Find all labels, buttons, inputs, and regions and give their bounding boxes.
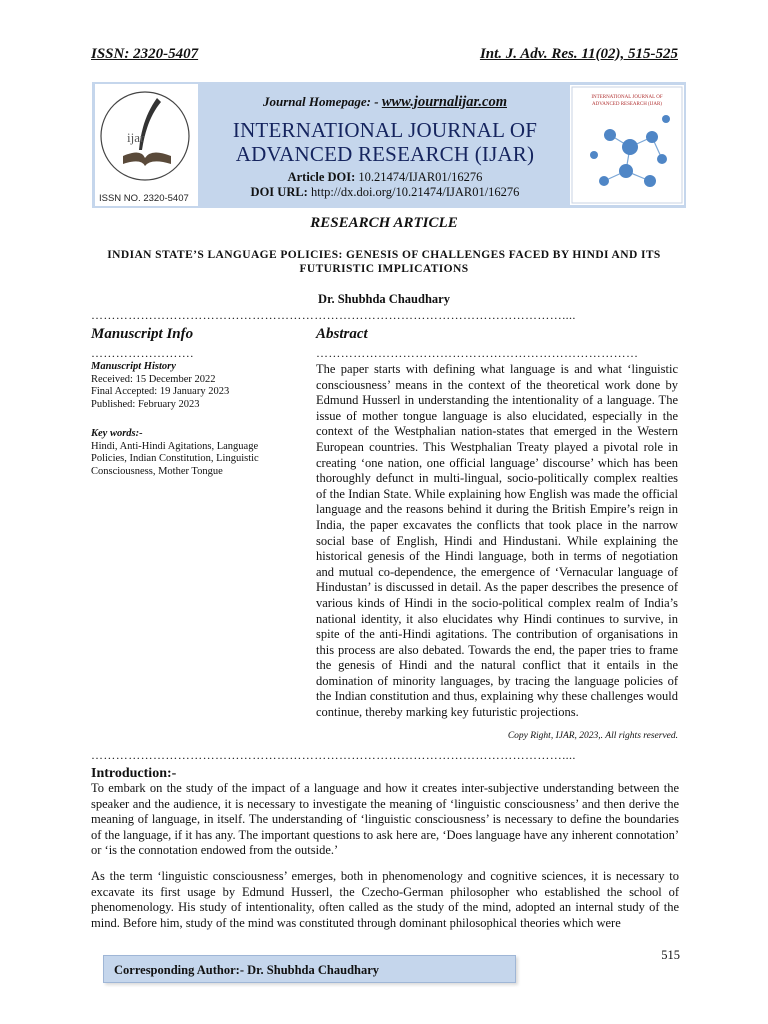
doi-label: Article DOI:: [287, 170, 356, 184]
copyright-notice: Copy Right, IJAR, 2023,. All rights reserved.: [507, 731, 678, 741]
abstract-dots: ……………………………………………………………………: [316, 347, 639, 359]
abstract-text: The paper starts with defining what language is and what ‘linguistic consciousness’ means in the context of the theoretical work done by Edmund Husserl in understanding the intentionality of a language. The issue of mother tongue language is also elucidated, especially in the context of the Westphalian nation-states that emerged in the Western European countries. This Westphalian Treaty played a pivotal role in creating ‘one nation, one official language’ discourse’ which has been thoroughly defunct in multi-lingual, socio-politically complex realties of the Indian State. While explaining how English was made the official language and the reasons behind it during the British Empire’s reign in India, the paper excavates the conflicts that took place in the narrow social base of English, Hindi and Hindustani. While explaining the historical genesis of the Hindi language, both in terms of negotiation and mutual co-dependence, the emergence of ‘Vernacular language of Hindustan’ is discussed in detail. As the paper describes the presence of various kinds of Hindi in the socio-political complex realm of India’s national identity, it also elucidates why Hindi continues to survive, in spite of the anti-Hindi agitations. The contribution of organisations in this process are also debated. Towards the end, the paper tries to frame the genesis of Hindi and the natural conflict that it entails in the domination of minority languages, by tracing the language policies of the Indian constitution and thus, explaining why these challenges would continue, thereby marking key futuristic projections.: [316, 362, 678, 720]
article-type: RESEARCH ARTICLE: [310, 215, 458, 231]
separator-dots: ……………………………………………………………………………………………………....: [91, 309, 576, 321]
history-label: Manuscript History: [91, 361, 176, 372]
issn-header: ISSN: 2320-5407: [91, 46, 199, 62]
keywords-block: [91, 428, 291, 478]
received-date: Received: 15 December 2022: [91, 373, 216, 385]
separator-dots-2: ……………………………………………………………………………………………………....: [91, 749, 576, 761]
ijar-logo: [95, 84, 198, 206]
manuscript-info-heading: Manuscript Info: [91, 326, 194, 342]
page-number: 515: [661, 948, 680, 962]
manuscript-dots: …………………….: [91, 347, 194, 359]
journal-title-line2: ADVANCED RESEARCH (IJAR): [235, 142, 535, 166]
doi-value: 10.21474/IJAR01/16276: [358, 170, 483, 184]
logo-text: ijar: [127, 130, 145, 145]
keywords-line2: Policies, Indian Constitution, Linguistic: [91, 453, 259, 464]
svg-text:ADVANCED RESEARCH (IJAR): ADVANCED RESEARCH (IJAR): [592, 102, 662, 107]
svg-text:INTERNATIONAL JOURNAL OF: INTERNATIONAL JOURNAL OF: [591, 95, 663, 100]
keywords-line3: Consciousness, Mother Tongue: [91, 465, 223, 477]
intro-paragraph-1: To embark on the study of the impact of a language and how it creates inter-subjective understanding between the speaker and the audience, it is necessary to investigate the meaning of ‘linguistic consciousness’ and then derive the meaning of language, in itself. The understanding of ‘linguistic consciousness’ is necessary to define the boundaries of the language, if it has any. The important questions to ask here are, ‘Does language have any inherent connotation’ or ‘is the connotation endowed from the outside.’: [91, 781, 679, 857]
logo-issn: ISSN NO. 2320-5407: [99, 193, 189, 204]
homepage-label: Journal Homepage: -: [263, 94, 382, 109]
citation-header: Int. J. Adv. Res. 11(02), 515-525: [479, 46, 678, 62]
abstract-heading: Abstract: [316, 326, 368, 342]
article-doi: [200, 170, 570, 185]
corresponding-author-box: Corresponding Author:- Dr. Shubhda Chaudhary: [103, 955, 516, 983]
paper-title-line2: FUTURISTIC IMPLICATIONS: [299, 263, 469, 275]
doi-url-link[interactable]: http://dx.doi.org/10.21474/IJAR01/16276: [310, 185, 520, 199]
author-name: Dr. Shubhda Chaudhary: [318, 292, 450, 306]
keywords-line1: Hindi, Anti-Hindi Agitations, Language: [91, 440, 259, 452]
molecule-cover-icon: [570, 85, 684, 205]
intro-paragraph-2: As the term ‘linguistic consciousness’ emerges, both in phenomenology and cognitive sciences, it is necessary to excavate its first usage by Edmund Husserl, the Czecho-German philosopher who established the school of phenomenology. His study of intentionality, often called as the study of the mind, adopted an internal study of the mind. Before him, study of the mind was constituted through dominant philosophical theories which were: [91, 869, 679, 930]
journal-cover: [570, 85, 684, 205]
paper-title-line1: INDIAN STATE’S LANGUAGE POLICIES: GENESIS OF CHALLENGES FACED BY HINDI AND ITS: [107, 249, 661, 261]
homepage-link[interactable]: www.journalijar.com: [381, 94, 507, 110]
journal-title-line1: INTERNATIONAL JOURNAL OF: [232, 118, 538, 142]
manuscript-history: [91, 361, 291, 411]
introduction-heading: Introduction:-: [91, 766, 177, 781]
doi-url-label: DOI URL:: [250, 185, 308, 199]
keywords-label: Key words:-: [91, 428, 143, 439]
published-date: Published: February 2023: [91, 398, 200, 410]
journal-homepage: [200, 94, 570, 111]
doi-url: [200, 185, 570, 200]
accepted-date: Final Accepted: 19 January 2023: [91, 386, 230, 397]
quill-book-icon: [95, 84, 198, 206]
